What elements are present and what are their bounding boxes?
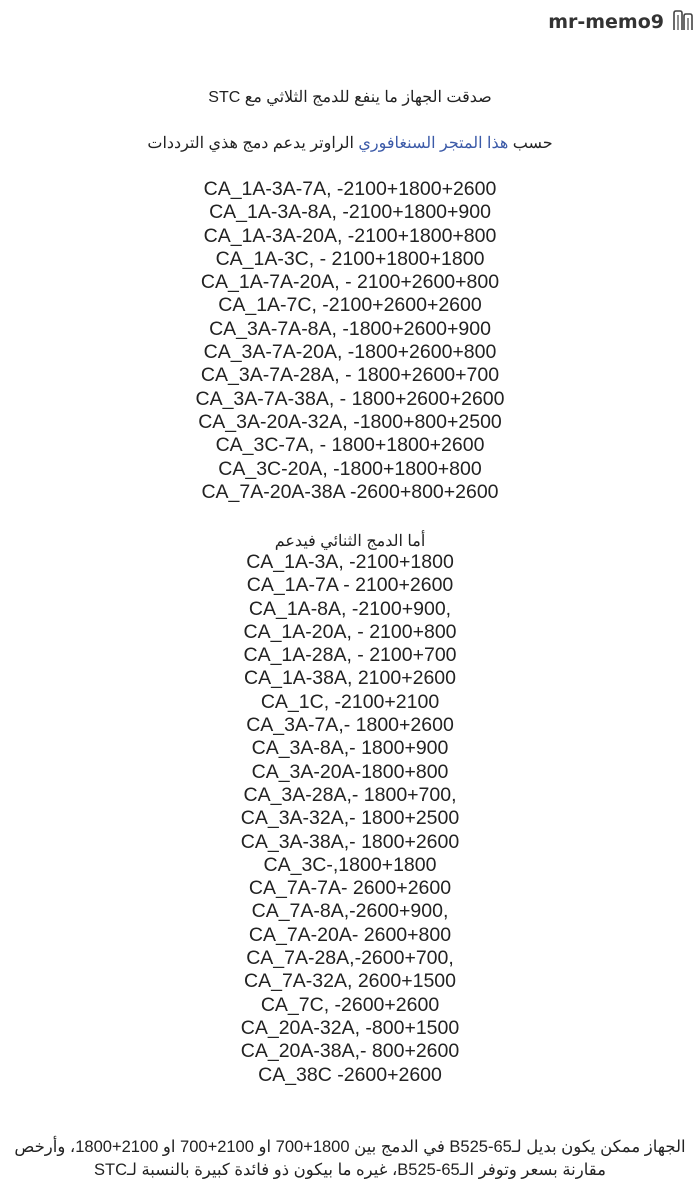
combo-item: CA_3A-7A-8A, -1800+2600+900	[209, 317, 491, 340]
combo-item: CA_3A-7A-28A, - 1800+2600+700	[200, 364, 500, 387]
combo-item: CA_3A-7A-38A, - 1800+2600+2600	[195, 387, 505, 410]
two-band-list	[0, 551, 700, 1087]
brand-name: mr-memo9	[548, 11, 664, 33]
store-link[interactable]: هذا المتجر السنغافوري	[358, 135, 509, 152]
combo-item: CA_3C-,1800+1800	[263, 853, 437, 876]
combo-item: CA_3A-8A,- 1800+900	[251, 737, 449, 760]
combo-item: CA_1A-3A, -2100+1800	[246, 551, 454, 573]
headline: صدقت الجهاز ما ينفع للدمج الثلاثي مع STC	[208, 89, 492, 106]
combo-item: CA_7A-32A, 2600+1500	[244, 970, 456, 993]
two-band-heading: أما الدمج الثنائي فيدعم	[274, 533, 426, 550]
source-suffix: الراوتر يدعم دمج هذي الترددات	[147, 135, 359, 152]
conclusion-text: الجهاز ممكن يكون بديل لـB525-65 في الدمج بين 1800+700 او 2100+700 او 2100+1800، وأرخص مقارنة بسعر وتوفر الـB525-65، غيره ما بيكون ذو فائدة كبيرة بالنسبة لـSTC	[14, 1138, 686, 1179]
combo-item: CA_3A-28A,- 1800+700,	[243, 783, 457, 806]
combo-item: CA_7A-7A- 2600+2600	[248, 877, 452, 900]
combo-item: CA_1A-3C, - 2100+1800+1800	[215, 247, 485, 270]
combo-item: CA_1A-20A, - 2100+800	[243, 620, 457, 643]
combo-item: CA_38C -2600+2600	[258, 1063, 442, 1086]
combo-item: CA_1A-7A - 2100+2600	[246, 574, 454, 597]
source-prefix: حسب	[508, 135, 553, 152]
combo-item: CA_7A-8A,-2600+900,	[251, 900, 449, 923]
source-line	[0, 133, 700, 153]
combo-item: CA_3C-20A, -1800+1800+800	[218, 457, 482, 480]
combo-item: CA_3A-7A-20A, -1800+2600+800	[203, 341, 497, 364]
three-band-list	[0, 178, 700, 504]
combo-item: CA_1A-7A-20A, - 2100+2600+800	[200, 271, 500, 294]
combo-item: CA_1A-28A, - 2100+700	[243, 644, 457, 667]
combo-item: CA_1A-3A-7A, -2100+1800+2600	[203, 178, 497, 200]
combo-item: CA_1A-7C, -2100+2600+2600	[218, 294, 482, 317]
top-bar	[0, 0, 700, 44]
combo-item: CA_7A-20A- 2600+800	[248, 923, 452, 946]
combo-item: CA_1A-3A-8A, -2100+1800+900	[209, 201, 491, 224]
combo-item: CA_3A-32A,- 1800+2500	[240, 807, 460, 830]
combo-item: CA_20A-38A,- 800+2600	[240, 1040, 460, 1063]
combo-item: CA_7C, -2600+2600	[260, 993, 440, 1016]
combo-item: CA_3A-20A-32A, -1800+800+2500	[198, 410, 502, 433]
combo-item: CA_1C, -2100+2100	[260, 690, 440, 713]
combo-item: CA_1A-3A-20A, -2100+1800+800	[203, 224, 497, 247]
combo-item: CA_7A-28A,-2600+700,	[246, 947, 454, 970]
combo-item: CA_3A-20A-1800+800	[251, 760, 449, 783]
combo-item: CA_3A-7A,- 1800+2600	[246, 714, 454, 737]
combo-item: CA_3A-38A,- 1800+2600	[240, 830, 460, 853]
combo-item: CA_1A-38A, 2100+2600	[244, 667, 456, 690]
combo-item: CA_7A-20A-38A -2600+800+2600	[201, 480, 499, 503]
combo-item: CA_20A-32A, -800+1500	[240, 1016, 460, 1039]
combo-item: CA_3C-7A, - 1800+1800+2600	[215, 434, 485, 457]
logo-icon	[670, 8, 696, 34]
combo-item: CA_1A-8A, -2100+900,	[248, 597, 452, 620]
